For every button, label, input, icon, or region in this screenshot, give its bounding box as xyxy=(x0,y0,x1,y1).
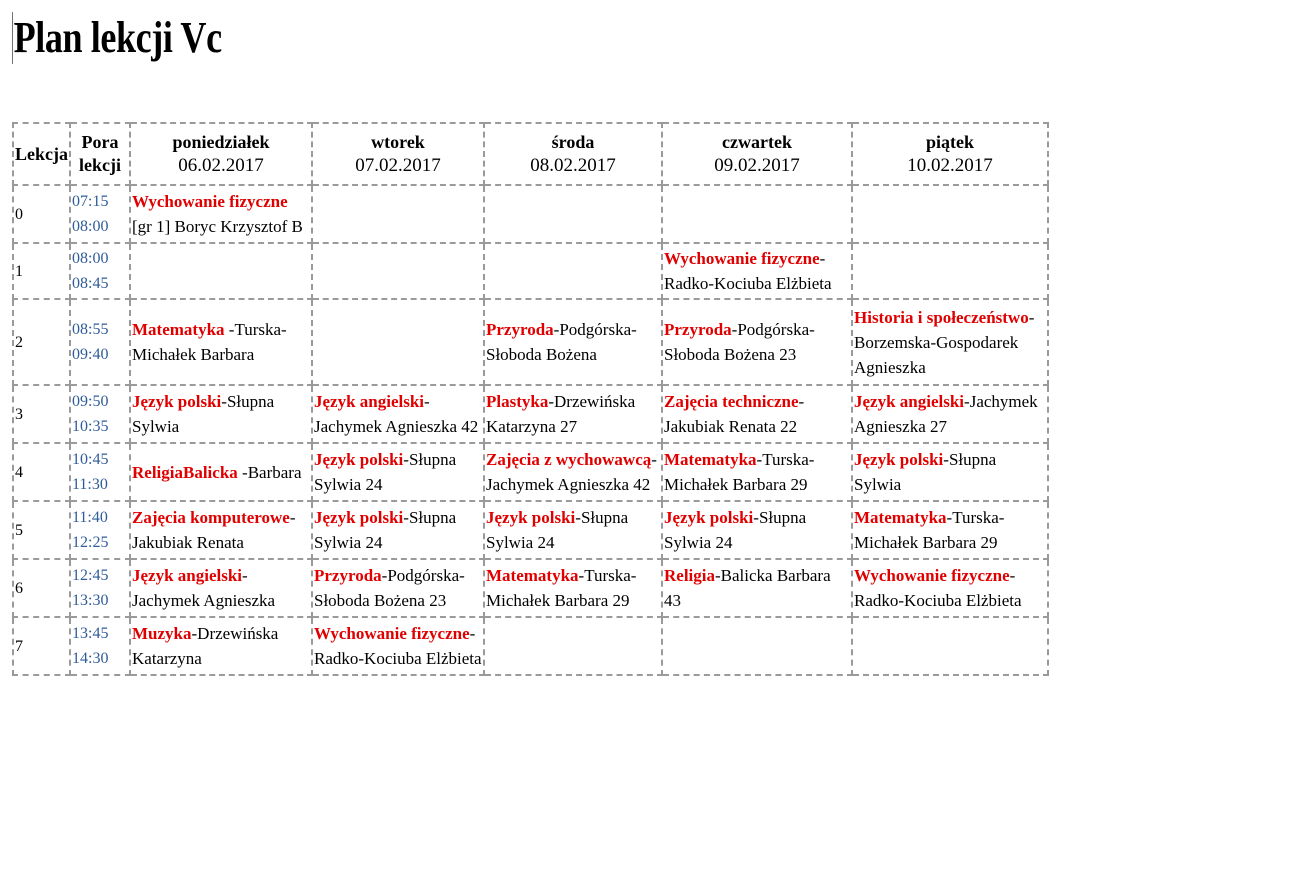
subject-link[interactable]: Język polski xyxy=(854,450,944,469)
teacher-room: -Radko-Kociuba Elżbieta xyxy=(314,624,482,668)
table-row xyxy=(13,185,1048,243)
teacher-room: -Jakubiak Renata 22 xyxy=(664,392,805,436)
day-date: 08.02.2017 xyxy=(530,155,616,176)
header-row xyxy=(13,123,1048,185)
lesson-time xyxy=(70,385,130,443)
time-start: 09:50 xyxy=(72,393,109,410)
day-date: 07.02.2017 xyxy=(355,155,441,176)
lesson-number: 0 xyxy=(13,185,70,243)
subject-link[interactable]: Wychowanie fizyczne xyxy=(854,566,1010,585)
subject-link[interactable]: Wychowanie fizyczne xyxy=(664,249,820,268)
lesson-number: 4 xyxy=(13,443,70,501)
subject-link[interactable]: Matematyka xyxy=(132,320,225,339)
teacher-room: -Podgórska-Słoboda Bożena 23 xyxy=(664,320,815,364)
header-day-0 xyxy=(130,123,312,185)
lesson-cell xyxy=(130,185,312,243)
teacher-room: -Podgórska-Słoboda Bożena 23 xyxy=(314,566,465,610)
teacher-room: [gr 1] Boryc Krzysztof B xyxy=(132,217,303,236)
lesson-cell xyxy=(484,559,662,617)
lesson-cell xyxy=(312,185,484,243)
lesson-cell xyxy=(852,243,1048,299)
time-start: 12:45 xyxy=(72,567,109,584)
subject-link[interactable]: Język polski xyxy=(314,508,404,527)
table-row xyxy=(13,299,1048,385)
teacher-room: -Turska-Michałek Barbara xyxy=(132,320,287,364)
lesson-cell xyxy=(484,299,662,385)
subject-link[interactable]: Przyroda xyxy=(486,320,554,339)
teacher-room: -Turska-Michałek Barbara 29 xyxy=(854,508,1005,552)
teacher-room: -Jakubiak Renata xyxy=(132,508,296,552)
teacher-room: -Radko-Kociuba Elżbieta xyxy=(664,249,832,293)
lesson-time xyxy=(70,243,130,299)
teacher-room: -Słupna Sylwia xyxy=(132,392,275,436)
table-row xyxy=(13,501,1048,559)
table-row xyxy=(13,617,1048,675)
day-date: 09.02.2017 xyxy=(714,155,800,176)
lesson-cell xyxy=(852,385,1048,443)
lesson-cell xyxy=(312,559,484,617)
subject-link[interactable]: Zajęcia techniczne xyxy=(664,392,799,411)
lesson-cell xyxy=(130,243,312,299)
subject-link[interactable]: Język polski xyxy=(132,392,222,411)
lesson-time xyxy=(70,559,130,617)
lesson-cell xyxy=(130,385,312,443)
day-date: 06.02.2017 xyxy=(178,155,264,176)
teacher-room: -Słupna Sylwia 24 xyxy=(314,508,457,552)
time-end: 08:45 xyxy=(72,275,109,292)
subject-link[interactable]: Historia i społeczeństwo xyxy=(854,307,1029,327)
day-name: środa xyxy=(551,132,595,152)
lesson-time xyxy=(70,185,130,243)
lesson-cell xyxy=(852,617,1048,675)
header-pora: Pora lekcji xyxy=(70,123,130,185)
time-start: 11:40 xyxy=(72,509,108,526)
lesson-time xyxy=(70,501,130,559)
lesson-cell xyxy=(662,185,852,243)
lesson-cell xyxy=(130,299,312,385)
lesson-cell xyxy=(130,501,312,559)
time-end: 09:40 xyxy=(72,346,109,363)
subject-link[interactable]: Wychowanie fizyczne xyxy=(132,192,288,211)
teacher-room: -Drzewińska Katarzyna xyxy=(132,624,279,668)
subject-link[interactable]: Plastyka xyxy=(486,392,549,411)
lesson-cell xyxy=(484,385,662,443)
subject-link[interactable]: Religia xyxy=(664,566,715,585)
day-name: piątek xyxy=(925,132,974,152)
lesson-cell xyxy=(484,617,662,675)
subject-link[interactable]: Matematyka xyxy=(664,450,757,469)
lesson-time xyxy=(70,299,130,385)
header-day-4 xyxy=(852,123,1048,185)
subject-link[interactable]: Muzyka xyxy=(132,624,192,643)
time-end: 14:30 xyxy=(72,650,109,667)
lesson-cell xyxy=(312,385,484,443)
lesson-cell xyxy=(662,559,852,617)
lesson-cell xyxy=(852,559,1048,617)
lesson-cell xyxy=(662,243,852,299)
teacher-room: -Słupna Sylwia xyxy=(854,450,997,494)
subject-link[interactable]: Język polski xyxy=(314,450,404,469)
lesson-cell xyxy=(662,501,852,559)
lesson-cell xyxy=(130,617,312,675)
lesson-time xyxy=(70,617,130,675)
teacher-room: -Słupna Sylwia 24 xyxy=(314,450,457,494)
subject-link[interactable]: Język angielski xyxy=(854,392,965,411)
lesson-number: 3 xyxy=(13,385,70,443)
lesson-cell xyxy=(662,385,852,443)
subject-link[interactable]: ReligiaBalicka xyxy=(132,462,238,482)
lesson-cell xyxy=(662,443,852,501)
timetable-body xyxy=(13,185,1048,675)
time-start: 10:45 xyxy=(72,451,109,468)
teacher-room: -Turska-Michałek Barbara 29 xyxy=(664,450,815,494)
page-title: Plan lekcji Vc xyxy=(13,13,222,62)
table-row xyxy=(13,559,1048,617)
subject-link[interactable]: Matematyka xyxy=(486,566,579,585)
lesson-number: 7 xyxy=(13,617,70,675)
lesson-cell xyxy=(484,501,662,559)
lesson-cell xyxy=(852,501,1048,559)
time-end: 08:00 xyxy=(72,218,109,235)
lesson-cell xyxy=(312,243,484,299)
teacher-room: -Turska-Michałek Barbara 29 xyxy=(486,566,637,610)
teacher-room: -Podgórska-Słoboda Bożena xyxy=(486,320,637,364)
teacher-room: -Słupna Sylwia 24 xyxy=(486,508,629,552)
header-day-2 xyxy=(484,123,662,185)
subject-link[interactable]: Matematyka xyxy=(854,508,947,527)
time-end: 10:35 xyxy=(72,418,109,435)
header-day-3 xyxy=(662,123,852,185)
time-end: 13:30 xyxy=(72,592,109,609)
teacher-room: -Borzemska-Gospodarek Agnieszka xyxy=(854,307,1035,377)
lesson-cell xyxy=(852,299,1048,385)
time-end: 12:25 xyxy=(72,534,109,551)
subject-link[interactable]: Przyroda xyxy=(664,320,732,339)
teacher-room: -Radko-Kociuba Elżbieta xyxy=(854,566,1022,610)
timetable xyxy=(12,122,1049,676)
lesson-cell xyxy=(312,617,484,675)
teacher-room: -Jachymek Agnieszka xyxy=(132,566,276,610)
subject-link[interactable]: Wychowanie fizyczne xyxy=(314,624,470,643)
lesson-cell xyxy=(130,559,312,617)
lesson-cell xyxy=(130,443,312,501)
subject-link[interactable]: Przyroda xyxy=(314,566,382,585)
lesson-number: 6 xyxy=(13,559,70,617)
lesson-number: 5 xyxy=(13,501,70,559)
lesson-cell xyxy=(484,185,662,243)
header-day-1 xyxy=(312,123,484,185)
day-date: 10.02.2017 xyxy=(907,155,993,176)
time-start: 07:15 xyxy=(72,193,109,210)
lesson-cell xyxy=(312,443,484,501)
lesson-cell xyxy=(662,617,852,675)
subject-link[interactable]: Język angielski xyxy=(314,392,425,411)
subject-link[interactable]: Zajęcia z wychowawcą xyxy=(486,450,652,469)
day-name: czwartek xyxy=(722,132,792,152)
day-name: wtorek xyxy=(371,132,425,152)
lesson-cell xyxy=(662,299,852,385)
lesson-number: 1 xyxy=(13,243,70,299)
subject-link[interactable]: Język angielski xyxy=(132,566,243,585)
lesson-cell xyxy=(312,501,484,559)
teacher-room: -Drzewińska Katarzyna 27 xyxy=(486,392,636,436)
lesson-cell xyxy=(484,243,662,299)
lesson-cell xyxy=(484,443,662,501)
subject-link[interactable]: Język polski xyxy=(486,508,576,527)
time-start: 08:55 xyxy=(72,321,109,338)
teacher-room: -Barbara xyxy=(237,462,302,482)
table-row xyxy=(13,385,1048,443)
lesson-time xyxy=(70,443,130,501)
header-lekcja: Lekcja xyxy=(13,123,70,185)
lesson-number: 2 xyxy=(13,299,70,385)
day-name: poniedziałek xyxy=(172,132,270,152)
time-start: 13:45 xyxy=(72,625,109,642)
lesson-cell xyxy=(312,299,484,385)
time-start: 08:00 xyxy=(72,250,109,267)
teacher-room: -Jachymek Agnieszka 42 xyxy=(486,450,657,494)
teacher-room: -Słupna Sylwia 24 xyxy=(664,508,807,552)
subject-link[interactable]: Język polski xyxy=(664,508,754,527)
table-row xyxy=(13,243,1048,299)
subject-link[interactable]: Zajęcia komputerowe xyxy=(132,508,290,527)
table-row xyxy=(13,443,1048,501)
lesson-cell xyxy=(852,443,1048,501)
time-end: 11:30 xyxy=(72,476,108,493)
teacher-room: -Balicka Barbara 43 xyxy=(664,566,831,610)
teacher-room: -Jachymek Agnieszka 27 xyxy=(854,392,1038,436)
lesson-cell xyxy=(852,185,1048,243)
teacher-room: -Jachymek Agnieszka 42 xyxy=(314,392,479,436)
